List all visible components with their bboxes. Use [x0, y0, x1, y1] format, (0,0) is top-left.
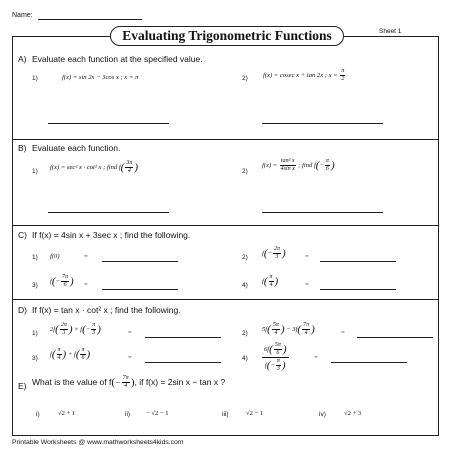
name-field-line[interactable]: [38, 19, 142, 20]
worksheet-title: Evaluating Trigonometric Functions: [110, 26, 344, 46]
d-q1-equals: =: [128, 329, 132, 336]
divider-a-b: [12, 139, 439, 140]
d-q1-number: 1): [32, 330, 38, 337]
c-q4-equals: =: [305, 281, 309, 288]
e-option-1-label: i): [36, 411, 40, 418]
e-option-1-value[interactable]: √2 + 1: [58, 410, 76, 417]
d-q2-answer-line[interactable]: [357, 337, 433, 338]
e-option-3-value[interactable]: √2 − 1: [246, 410, 264, 417]
c-q2-number: 2): [242, 254, 248, 261]
d-q2-equals: =: [341, 329, 345, 336]
divider-c-d: [12, 299, 439, 300]
c-q3-number: 3): [32, 282, 38, 289]
e-option-4-label: iv): [319, 411, 326, 418]
section-b-instruction: Evaluate each function.: [32, 143, 121, 153]
footer-prefix: Printable Worksheets @: [12, 439, 86, 446]
b-q2-answer-line[interactable]: [262, 212, 383, 213]
d-q3-answer-line[interactable]: [145, 362, 221, 363]
c-q3-equals: =: [84, 281, 88, 288]
d-q1-answer-line[interactable]: [145, 337, 221, 338]
b-q2-expression: f(x) = $\frac{\text{tan² x}}{\text{4sin x}}$ ; find f(− $\frac{\pi}{6}$ ): [262, 158, 335, 172]
c-q1-expression: f(0): [50, 253, 60, 260]
d-q3-number: 3): [32, 355, 38, 362]
c-q2-equals: =: [305, 253, 309, 260]
c-q3-answer-line[interactable]: [102, 289, 178, 290]
a-q2-expression: f(x) = cosec x + tan 2x ; x = $\frac{\pi}{2}$: [263, 68, 345, 82]
a-q2-number: 2): [242, 75, 248, 82]
b-q1-answer-line[interactable]: [48, 212, 169, 213]
c-q2-answer-line[interactable]: [320, 261, 396, 262]
name-label: Name:: [12, 12, 33, 19]
d-q3-expression: f( $\frac{\pi}{4}$ ) + f( $\frac{\pi}{6}$ ): [50, 347, 91, 361]
d-q1-expression: 2f( $\frac{2\pi}{3}$ ) × f(− $\frac{\pi}{3}$ ): [50, 322, 101, 336]
d-q4-answer-line[interactable]: [331, 362, 407, 363]
d-q3-equals: =: [128, 354, 132, 361]
d-q4-number: 4): [242, 355, 248, 362]
section-e-label: E): [18, 381, 27, 391]
divider-b-c: [12, 225, 439, 226]
e-option-2-value[interactable]: − √2 − 1: [146, 410, 169, 417]
section-c-label: C): [18, 230, 27, 240]
c-q4-answer-line[interactable]: [320, 289, 396, 290]
e-option-3-label: iii): [222, 411, 229, 418]
c-q1-answer-line[interactable]: [102, 261, 178, 262]
a-q1-answer-line[interactable]: [48, 123, 169, 124]
c-q4-number: 4): [242, 282, 248, 289]
c-q2-expression: f(− $\frac{2\pi}{3}$ ): [262, 246, 286, 260]
sheet-label: Sheet 1: [379, 28, 402, 35]
section-a-instruction: Evaluate each function at the specified value.: [32, 54, 203, 64]
b-q1-number: 1): [32, 168, 38, 175]
d-q4-expression: 6f( $\frac{5\pi}{6}$ ) f(− $\frac{\pi}{3}$ ): [264, 342, 287, 372]
a-q1-expression: f(x) = sin 2x − 3cos x ; x = π: [62, 74, 139, 81]
c-q1-equals: =: [84, 253, 88, 260]
d-q2-number: 2): [242, 330, 248, 337]
b-q1-expression: f(x) = sec² x · cot² x ; find f( $\frac{3\pi}{4}$ ): [50, 160, 139, 174]
d-q4-equals: =: [314, 354, 318, 361]
footer: [12, 439, 183, 446]
section-b-label: B): [18, 143, 27, 153]
c-q4-expression: f( $\frac{\pi}{4}$ ): [262, 274, 279, 288]
b-q2-number: 2): [242, 168, 248, 175]
section-c-instruction: If f(x) = 4sin x + 3sec x ; find the following.: [32, 230, 191, 240]
section-d-instruction: If f(x) = tan x · cot² x ; find the following.: [32, 305, 181, 315]
c-q3-expression: f(− $\frac{7\pi}{6}$ ): [50, 274, 74, 288]
e-option-4-value[interactable]: √2 + 3: [344, 410, 362, 417]
c-q1-number: 1): [32, 254, 38, 261]
e-option-2-label: ii): [125, 411, 131, 418]
section-d-label: D): [18, 305, 27, 315]
section-e-instruction: What is the value of f(− $\frac{7\pi}{4}$ ), if f(x) = 2sin x − tan x ?: [32, 375, 226, 389]
a-q2-answer-line[interactable]: [262, 123, 383, 124]
d-q2-expression: 5f( $\frac{5\pi}{4}$ ) − 3f( $\frac{7\pi}{4}$ ): [262, 322, 315, 336]
a-q1-number: 1): [32, 75, 38, 82]
footer-site-link[interactable]: www.mathworksheets4kids.com: [87, 439, 184, 446]
section-a-label: A): [18, 54, 27, 64]
